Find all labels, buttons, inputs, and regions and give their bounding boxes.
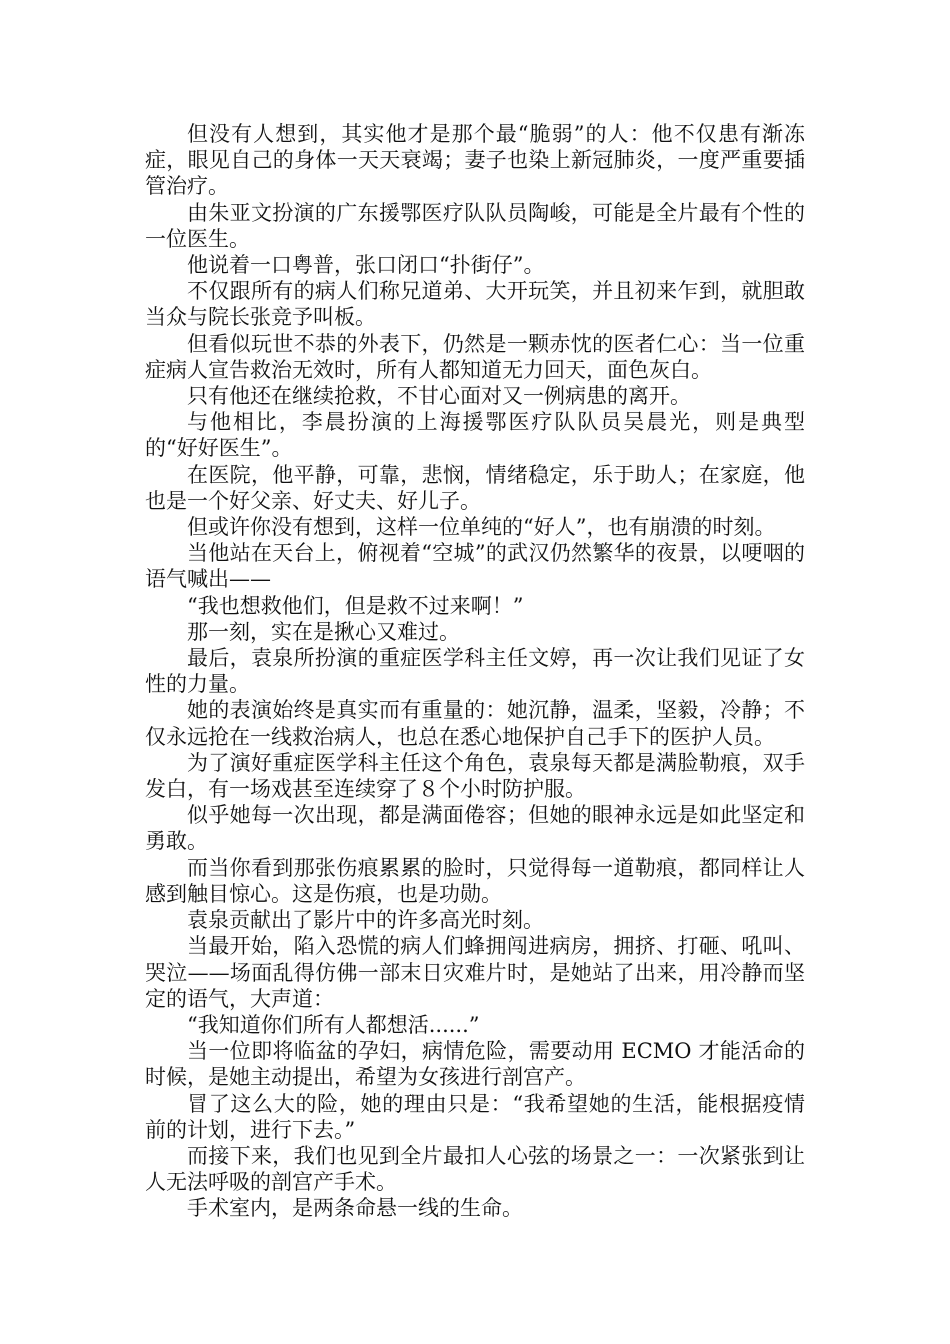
quote-2: “我知道你们所有人都想活......” xyxy=(187,1012,480,1037)
paragraph-5: 但看似玩世不恭的外表下，仍然是一颗赤忱的医者仁心：当一位重症病人宣告救治无效时，所有人都知道无力回天，面色灰白。 xyxy=(145,331,805,382)
paragraph-14: 她的表演始终是真实而有重量的：她沉静，温柔，坚毅，冷静；不仅永远抢在一线救治病人，也总在悉心地保护自己手下的医护人员。 xyxy=(145,698,805,749)
paragraph-9: 但或许你没有想到，这样一位单纯的“好人”，也有崩溃的时刻。 xyxy=(187,515,776,540)
paragraph-10: 当他站在天台上，俯视着“空城”的武汉仍然繁华的夜景，以哽咽的语气喊出—— xyxy=(145,541,805,592)
paragraph-12: 那一刻，实在是揪心又难过。 xyxy=(187,619,460,644)
paragraph-19: 当最开始，陷入恐慌的病人们蜂拥闯进病房，拥挤、打砸、吼叫、哭泣——场面乱得仿佛一部末日灾难片时，是她站了出来，用冷静而坚定的语气，大声道： xyxy=(145,934,805,1011)
paragraph-16: 似乎她每一次出现，都是满面倦容；但她的眼神永远是如此坚定和勇敢。 xyxy=(145,803,805,854)
paragraph-4: 不仅跟所有的病人们称兄道弟、大开玩笑，并且初来乍到，就胆敢当众与院长张竞予叫板。 xyxy=(145,279,805,330)
paragraph-2: 由朱亚文扮演的广东援鄂医疗队队员陶峻，可能是全片最有个性的一位医生。 xyxy=(145,200,805,251)
quote-1: “我也想救他们，但是救不过来啊！” xyxy=(187,593,524,618)
paragraph-23: 而接下来，我们也见到全片最扣人心弦的场景之一：一次紧张到让人无法呼吸的剖宫产手术。 xyxy=(145,1143,805,1195)
paragraph-3: 他说着一口粤普，张口闭口“扑街仔”。 xyxy=(187,253,545,278)
paragraph-21: 当一位即将临盆的孕妇，病情危险，需要动用 ECMO 才能活命的时候，是她主动提出，希望为女孩进行剖宫产。 xyxy=(145,1039,805,1090)
paragraph-17: 而当你看到那张伤痕累累的脸时，只觉得每一道勒痕，都同样让人感到触目惊心。这是伤痕，也是功勋。 xyxy=(145,855,805,906)
paragraph-22: 冒了这么大的险，她的理由只是：“我希望她的生活，能根据疫情前的计划，进行下去。” xyxy=(145,1091,805,1142)
paragraph-18: 袁泉贡献出了影片中的许多高光时刻。 xyxy=(187,908,544,933)
paragraph-7: 与他相比，李晨扮演的上海援鄂医疗队队员吴晨光，则是典型的“好好医生”。 xyxy=(145,410,805,461)
paragraph-15: 为了演好重症医学科主任这个角色，袁泉每天都是满脸勒痕，双手发白，有一场戏甚至连续穿了８个小时防护服。 xyxy=(145,750,805,802)
paragraph-8: 在医院，他平静，可靠，悲悯，情绪稳定，乐于助人；在家庭，他也是一个好父亲、好丈夫、好儿子。 xyxy=(145,462,805,513)
paragraph-1: 但没有人想到，其实他才是那个最“脆弱”的人：他不仅患有渐冻症，眼见自己的身体一天天衰竭；妻子也染上新冠肺炎，一度严重要插管治疗。 xyxy=(145,122,805,199)
paragraph-24: 手术室内，是两条命悬一线的生命。 xyxy=(187,1196,523,1221)
paragraph-6: 只有他还在继续抢救，不甘心面对又一例病患的离开。 xyxy=(187,384,691,409)
document-body xyxy=(145,121,805,1222)
paragraph-13: 最后，袁泉所扮演的重症医学科主任文婷，再一次让我们见证了女性的力量。 xyxy=(145,646,805,697)
